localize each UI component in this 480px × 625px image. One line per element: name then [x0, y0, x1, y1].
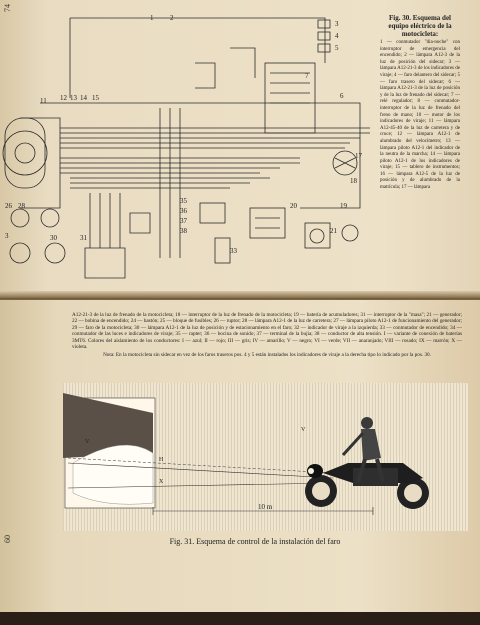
diagram-label: 14: [80, 94, 87, 102]
diagram-label: 7: [305, 72, 309, 80]
diagram-label: 5: [335, 44, 339, 52]
page-number-top: 74: [3, 4, 12, 12]
diagram-label: 37: [180, 217, 187, 225]
diagram-label: 3: [5, 232, 9, 240]
wiring-diagram: [0, 8, 380, 288]
marker-label: V: [301, 427, 306, 433]
diagram-label: 13: [70, 94, 77, 102]
fig30-title: Fig. 30. Esquema del equipo eléctrico de la motocicleta:: [388, 14, 452, 38]
fig31-caption: Fig. 31. Esquema de control de la instalación del faro: [169, 537, 341, 546]
diagram-label: 30: [50, 234, 57, 242]
diagram-label: 18: [350, 177, 357, 185]
fig30-legend-continued: [72, 312, 462, 359]
diagram-label: 21: [330, 227, 337, 235]
diagram-label: 12: [60, 94, 67, 102]
diagram-label: 15: [92, 94, 99, 102]
distance-label: 10 m: [258, 503, 273, 511]
diagram-label: 20: [290, 202, 297, 210]
diagram-label: 2: [170, 14, 174, 22]
diagram-label: 6: [340, 92, 344, 100]
diagram-label: 4: [335, 32, 339, 40]
legend-text: A12-21-3 de la luz de frenado de la motocicleta; 18 — interruptor de la luz de frenado de la motocicleta; 19 — batería de acumuladores; 31 — interruptor de la "masa"; 21 — generador; 22 — bobina de encendido; 24 — bastón; 25 — bloque de fusibles; 26 — ruptor; 28 — lámpara A12-1 de la luz de carretera; 27 — lámpara piloto A12-1 de funcionamiento del generador; 29 — faro de la motocicleta; 30 — lámpara A12-1 de la luz de posición y de estacionamiento en el faro; 32 — indicador de viraje a la izquierda; 33 — conmutador de encendido; 34 — conmutador de las luces e indicadores de viraje; 35 — rapter; 36 — bocina de sonido; 37 — terminal de la bujía; 38 — conductor de alta tensión. I — variante de conexión de baterías 3MT6. Colores del aislamiento de los conductores: I — azul; II — rojo; III — gris; IV — amarillo; V — negro; VI — verde; VII — anaranjado; VIII — rosado; IX — marrón; X — violeta.: [72, 312, 462, 351]
diagram-label: 33: [230, 247, 237, 255]
diagram-label: 26: [5, 202, 12, 210]
diagram-label: 11: [40, 97, 47, 105]
marker-label: H: [159, 457, 164, 463]
diagram-label: 35: [180, 197, 187, 205]
top-page: [0, 0, 480, 297]
diagram-label: 17: [355, 152, 362, 160]
diagram-label: 36: [180, 207, 187, 215]
legend-note: Nota: En la motocicleta sin sidecar en vez de los faros traseros pos. 4 y 5 están instalados los indicadores de viraje a la derecha tipo lo indicado por la pos. 30.: [103, 352, 431, 359]
fig30-legend: 1 — conmutador "dia-noche" con interruptor de emergencia del encendido; 2 — lámpara A12-3 de la luz de posición del sidecar; 3 — lámpara A12-21-3 de los indicadores de viraje; 4 — faro delantero del sidecar; 5 — faro trasero del sidecar; 6 — lámpara A12-21-3 de la luz de posición y de la luz de frenado del sidecar; 7 — relé regulador; 8 — conmutador-interruptor de la luz de frenado del freno de mano; 10 — motor de los indicadores de viraje; 11 — lámpara A12-45-40 de la luz de carretera y de cruce; 12 — lámpara A12-1 de alumbrado del velocímetro; 13 — lámpara piloto A12-1 del indicador de la neutra de la marcha; 14 — lámpara piloto A12-1 de los indicadores de viraje; 15 — tablero de instrumentos; 16 — lámpara A12-5 de la luz de posición y de alumbrado de la matrícula; 17 — lámpara: [380, 40, 460, 191]
page-number-bottom: 60: [3, 535, 12, 543]
diagram-label: 1: [150, 14, 154, 22]
marker-label: V: [85, 439, 90, 445]
marker-label: X: [159, 479, 164, 485]
headlight-diagram: [63, 383, 468, 531]
diagram-label: 19: [340, 202, 347, 210]
diagram-label: 38: [180, 227, 187, 235]
diagram-label: 28: [18, 202, 25, 210]
diagram-label: 3: [335, 20, 339, 28]
fig30-caption: [380, 14, 460, 192]
diagram-label: 31: [80, 234, 87, 242]
